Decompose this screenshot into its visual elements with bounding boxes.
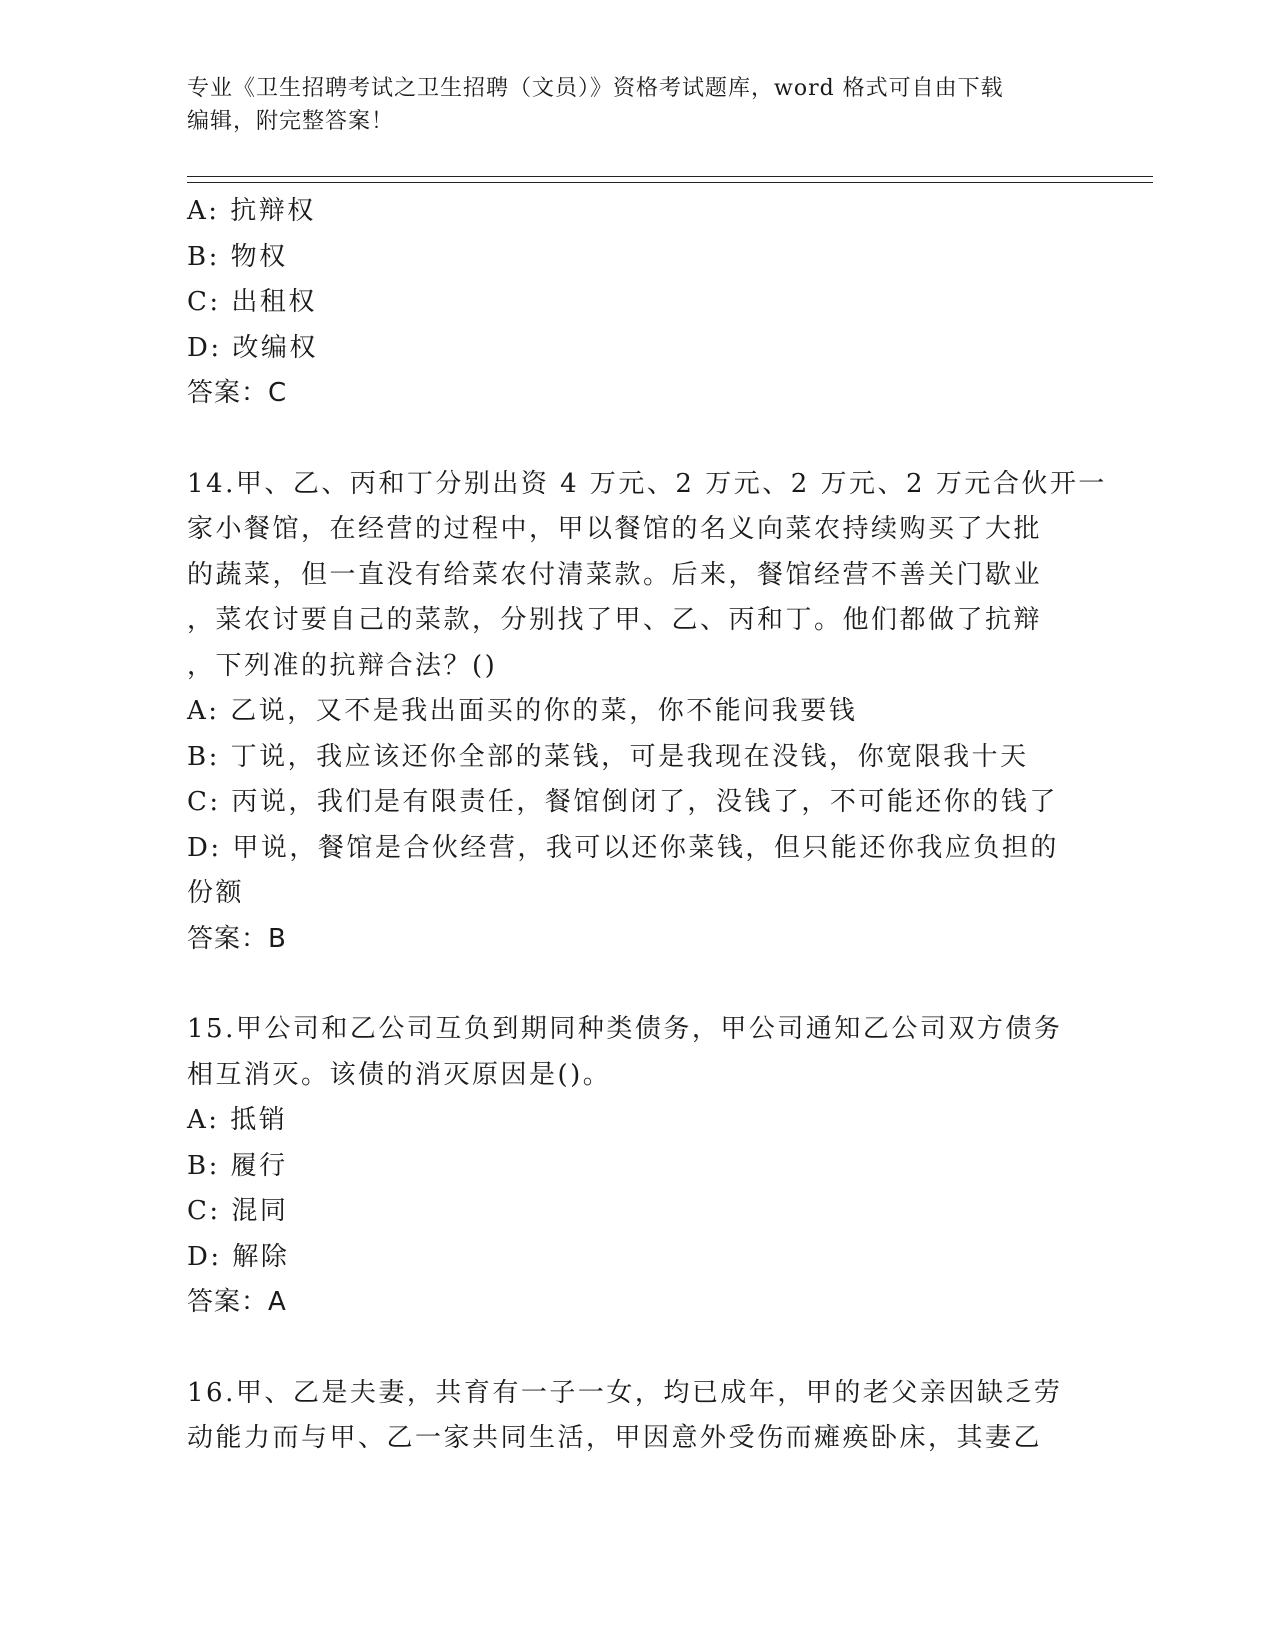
question-14: [187, 462, 1107, 963]
stem-line: 相互消灭。该债的消灭原因是()。: [187, 1059, 612, 1090]
document-header: [187, 72, 1087, 138]
question-list: [187, 189, 1107, 1462]
header-title-line-2: 编辑，附完整答案！: [187, 109, 395, 134]
option-a: A: 乙说，又不是我出面买的你的菜，你不能问我要钱: [187, 696, 858, 726]
stem-line: 家小餐馆，在经营的过程中，甲以餐馆的名义向菜农持续购买了大批: [187, 514, 1043, 544]
question-stem: [187, 1371, 1087, 1462]
option-a: A: 抵销: [187, 1105, 288, 1135]
option-d: D: 改编权: [187, 332, 318, 363]
stem-line: ，菜农讨要自己的菜款，分别找了甲、乙、丙和丁。他们都做了抗辩: [187, 605, 1043, 635]
question-stem: [187, 1007, 1087, 1098]
spacer: [187, 417, 1087, 462]
answer-line: 答案：A: [187, 1287, 287, 1317]
header-title-line-1: 专业《卫生招聘考试之卫生招聘（文员）》资格考试题库，word 格式可自由下载: [187, 76, 1004, 101]
answer-line: 答案：C: [187, 378, 288, 408]
stem-line: 16.甲、乙是夫妻，共育有一子一女，均已成年，甲的老父亲因缺乏劳: [187, 1377, 1063, 1408]
header-rule-bottom: [187, 182, 1153, 183]
stem-line: 14.甲、乙、丙和丁分别出资 4 万元、2 万元、2 万元、2 万元合伙开一: [187, 468, 1107, 499]
option-d: D: 甲说，餐馆是合伙经营，我可以还你菜钱，但只能还你我应负担的: [187, 832, 1059, 863]
option-b: B: 履行: [187, 1150, 288, 1181]
option-c: C: 出租权: [187, 287, 317, 317]
question-16: [187, 1371, 1087, 1462]
option-a: A: 抗辩权: [187, 196, 316, 226]
stem-line: 15.甲公司和乙公司互负到期同种类债务，甲公司通知乙公司双方债务: [187, 1014, 1063, 1044]
option-c: C: 混同: [187, 1196, 289, 1226]
option-d: D: 解除: [187, 1241, 290, 1272]
answer-line: 答案：B: [187, 923, 287, 954]
spacer: [187, 1326, 1087, 1371]
option-b: B: 物权: [187, 241, 288, 272]
question-13: [187, 189, 1087, 417]
stem-line: 的蔬菜，但一直没有给菜农付清菜款。后来，餐馆经营不善关门歇业: [187, 559, 1043, 590]
header-rule-top: [187, 176, 1153, 177]
stem-line: ，下列准的抗辩合法？(): [187, 650, 498, 681]
spacer: [187, 962, 1087, 1007]
option-b: B: 丁说，我应该还你全部的菜钱，可是我现在没钱，你宽限我十天: [187, 741, 1029, 772]
option-c: C: 丙说，我们是有限责任，餐馆倒闭了，没钱了，不可能还你的钱了: [187, 787, 1058, 817]
option-d-continuation: 份额: [187, 878, 245, 908]
question-stem: [187, 462, 1107, 690]
question-15: [187, 1007, 1087, 1326]
stem-line: 动能力而与甲、乙一家共同生活，甲因意外受伤而瘫痪卧床，其妻乙: [187, 1423, 1043, 1453]
